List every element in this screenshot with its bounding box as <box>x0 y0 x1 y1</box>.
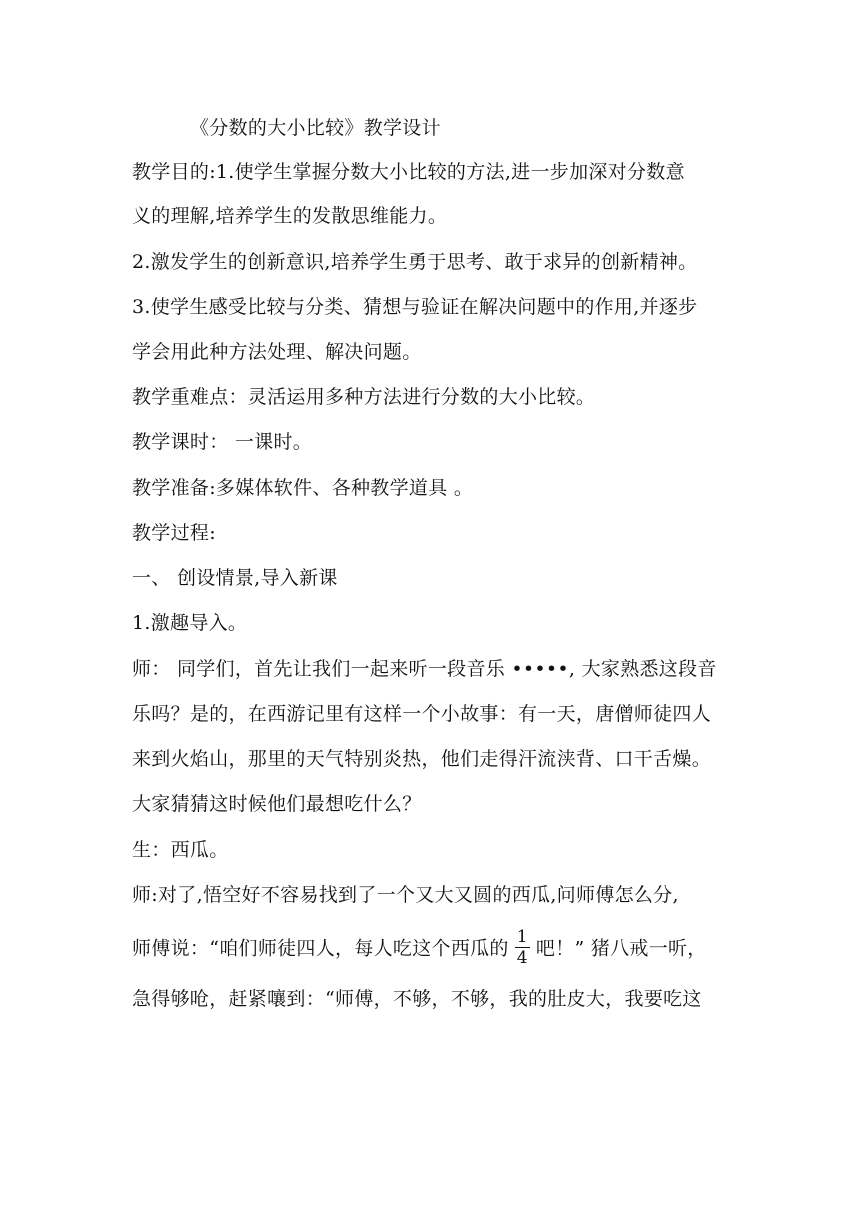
objectives-line-2: 义的理解,培养学生的发散思维能力。 <box>132 205 448 227</box>
key-points: 教学重难点：灵活运用多种方法进行分数的大小比较。 <box>132 386 596 408</box>
step-1: 1.激趣导入。 <box>132 612 248 634</box>
document-title: 《分数的大小比较》教学设计 <box>190 117 441 139</box>
class-hours: 教学课时： 一课时。 <box>132 431 313 453</box>
process-heading: 教学过程: <box>132 522 216 544</box>
teacher-line-1: 师： 同学们，首先让我们一起来听一段音乐 •••••, 大家熟悉这段音 <box>132 658 717 680</box>
section-1-heading: 一、 创设情景,导入新课 <box>132 567 338 589</box>
teacher-line-2: 乐吗？是的，在西游记里有这样一个小故事：有一天，唐僧师徒四人 <box>132 703 712 725</box>
fraction-numerator: 1 <box>516 927 528 947</box>
teacher2-line-2-before: 师傅说：“咱们师徒四人，每人吃这个西瓜的 <box>132 937 509 960</box>
preparation: 教学准备:多媒体软件、各种教学道具 。 <box>132 477 474 499</box>
teacher2-line-1: 师:对了,悟空好不容易找到了一个又大又圆的西瓜,问师傅怎么分, <box>132 884 679 906</box>
objectives-line-4: 3.使学生感受比较与分类、猜想与验证在解决问题中的作用,并逐步 <box>132 296 698 318</box>
fraction-denominator: 4 <box>516 948 528 968</box>
teacher2-line-3: 急得够呛，赶紧嚷到：“师傅，不够，不够，我的肚皮大，我要吃这 <box>132 988 702 1010</box>
student-reply: 生：西瓜。 <box>132 839 229 861</box>
teacher2-line-2 <box>132 927 707 969</box>
objectives-line-1: 教学目的:1.使学生掌握分数大小比较的方法,进一步加深对分数意 <box>132 161 685 183</box>
teacher-line-3: 来到火焰山，那里的天气特别炎热，他们走得汗流浃背、口干舌燥。 <box>132 748 712 770</box>
objectives-line-5: 学会用此种方法处理、解决问题。 <box>132 341 422 363</box>
objectives-line-3: 2.激发学生的创新意识,培养学生勇于思考、敢于求异的创新精神。 <box>132 251 698 273</box>
fraction-one-quarter <box>515 928 530 967</box>
teacher2-line-2-after: 吧！” 猪八戒一听， <box>535 937 707 960</box>
teacher-line-4: 大家猜猜这时候他们最想吃什么？ <box>132 793 422 815</box>
